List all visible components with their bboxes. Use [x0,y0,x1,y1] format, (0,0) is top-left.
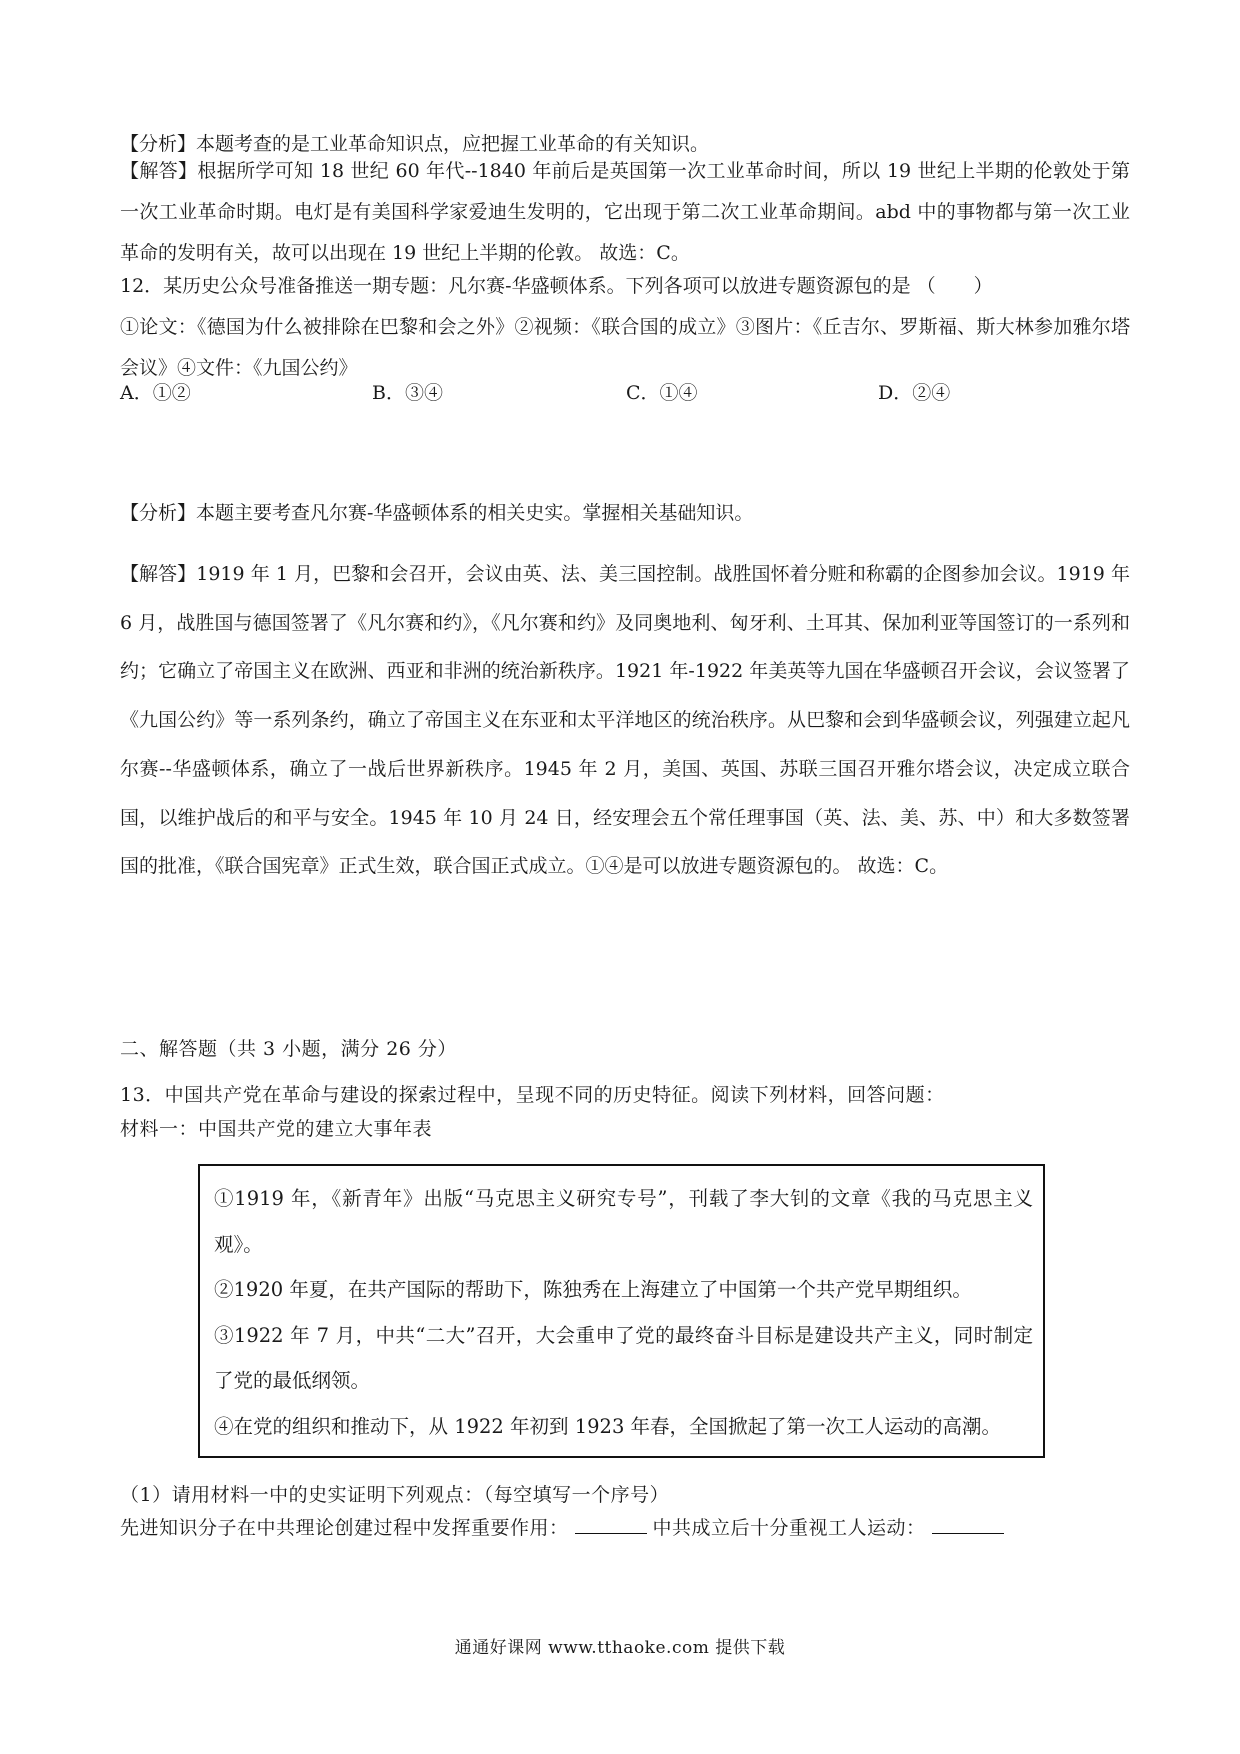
q12-option-b: B．③④ [372,382,443,404]
q12-analysis: 【分析】本题主要考查凡尔赛-华盛顿体系的相关史实。掌握相关基础知识。 [120,502,754,524]
material-item-2: ②1920 年夏，在共产国际的帮助下，陈独秀在上海建立了中国第一个共产党早期组织。 [214,1278,972,1301]
section-heading: 二、解答题（共 3 小题，满分 26 分） [120,1038,457,1060]
page-footer: 通通好课网 www.tthaoke.com 提供下载 [454,1638,786,1658]
material-box [198,1164,1045,1458]
fill-a-label: 先进知识分子在中共理论创建过程中发挥重要作用： [120,1517,569,1539]
material-item-1: ①1919 年，《新青年》出版“马克思主义研究专号”，刊载了李大钊的文章《我的马克思主义观》。 [214,1187,1033,1256]
material-item-3: ③1922 年 7 月，中共“二大”召开，大会重申了党的最终奋斗目标是建设共产主义，同时制定了党的最低纲领。 [214,1323,1033,1392]
q13-sub1: （1）请用材料一中的史实证明下列观点：（每空填写一个序号） [120,1484,670,1506]
fill-b-blank[interactable] [932,1515,1004,1534]
q12-option-d: D．②④ [878,382,951,404]
q12-stem: 12．某历史公众号准备推送一期专题：凡尔赛-华盛顿体系。下列各项可以放进专题资源包的是 （ ） [120,275,993,297]
q13-stem: 13．中国共产党在革命与建设的探索过程中，呈现不同的历史特征。阅读下列材料，回答问题： [120,1084,945,1106]
q12-items: ①论文：《德国为什么被排除在巴黎和会之外》②视频：《联合国的成立》③图片：《丘吉尔、罗斯福、斯大林参加雅尔塔会议》④文件：《九国公约》 [120,316,1130,379]
material-item-4: ④在党的组织和推动下，从 1922 年初到 1923 年春，全国掀起了第一次工人运动的高潮。 [214,1414,1002,1438]
q12-answer: 【解答】1919 年 1 月，巴黎和会召开，会议由英、法、美三国控制。战胜国怀着分赃和称霸的企图参加会议。1919 年 6 月，战胜国与德国签署了《凡尔赛和约》，《凡尔赛和约》及同奥地利、匈牙利、土耳其、保加利亚等国签订的一系列和约；它确立了帝国主义在欧洲、西亚和非洲的统治新秩序。1921 年-1922 年美英等九国在华盛顿召开会议，会议签署了《九国公约》等一系列条约，确立了帝国主义在东亚和太平洋地区的统治秩序。从巴黎和会到华盛顿会议，列强建立起凡尔赛--华盛顿体系，确立了一战后世界新秩序。1945 年 2 月，美国、英国、苏联三国召开雅尔塔会议，决定成立联合国，以维护战后的和平与安全。1945 年 10 月 24 日，经安理会五个常任理事国（英、法、美、苏、中）和大多数签署国的批准，《联合国宪章》正式生效，联合国正式成立。①④是可以放进专题资源包的。 故选：C。 [120,563,1130,878]
q11-answer: 【解答】根据所学可知 18 世纪 60 年代--1840 年前后是英国第一次工业革命时间，所以 19 世纪上半期的伦敦处于第一次工业革命时期。电灯是有美国科学家爱迪生发明的，它出现于第二次工业革命期间。abd 中的事物都与第一次工业革命的发明有关，故可以出现在 19 世纪上半期的伦敦。 故选：C。 [120,160,1130,264]
q12-option-c: C．①④ [626,382,698,404]
q12-option-a: A．①② [120,382,191,404]
q11-analysis: 【分析】本题考查的是工业革命知识点，应把握工业革命的有关知识。 [120,133,710,155]
material-title: 材料一：中国共产党的建立大事年表 [120,1118,433,1140]
q13-fill-line [120,1513,1010,1540]
fill-a-blank[interactable] [575,1515,647,1534]
fill-b-label: 中共成立后十分重视工人运动： [652,1517,926,1539]
